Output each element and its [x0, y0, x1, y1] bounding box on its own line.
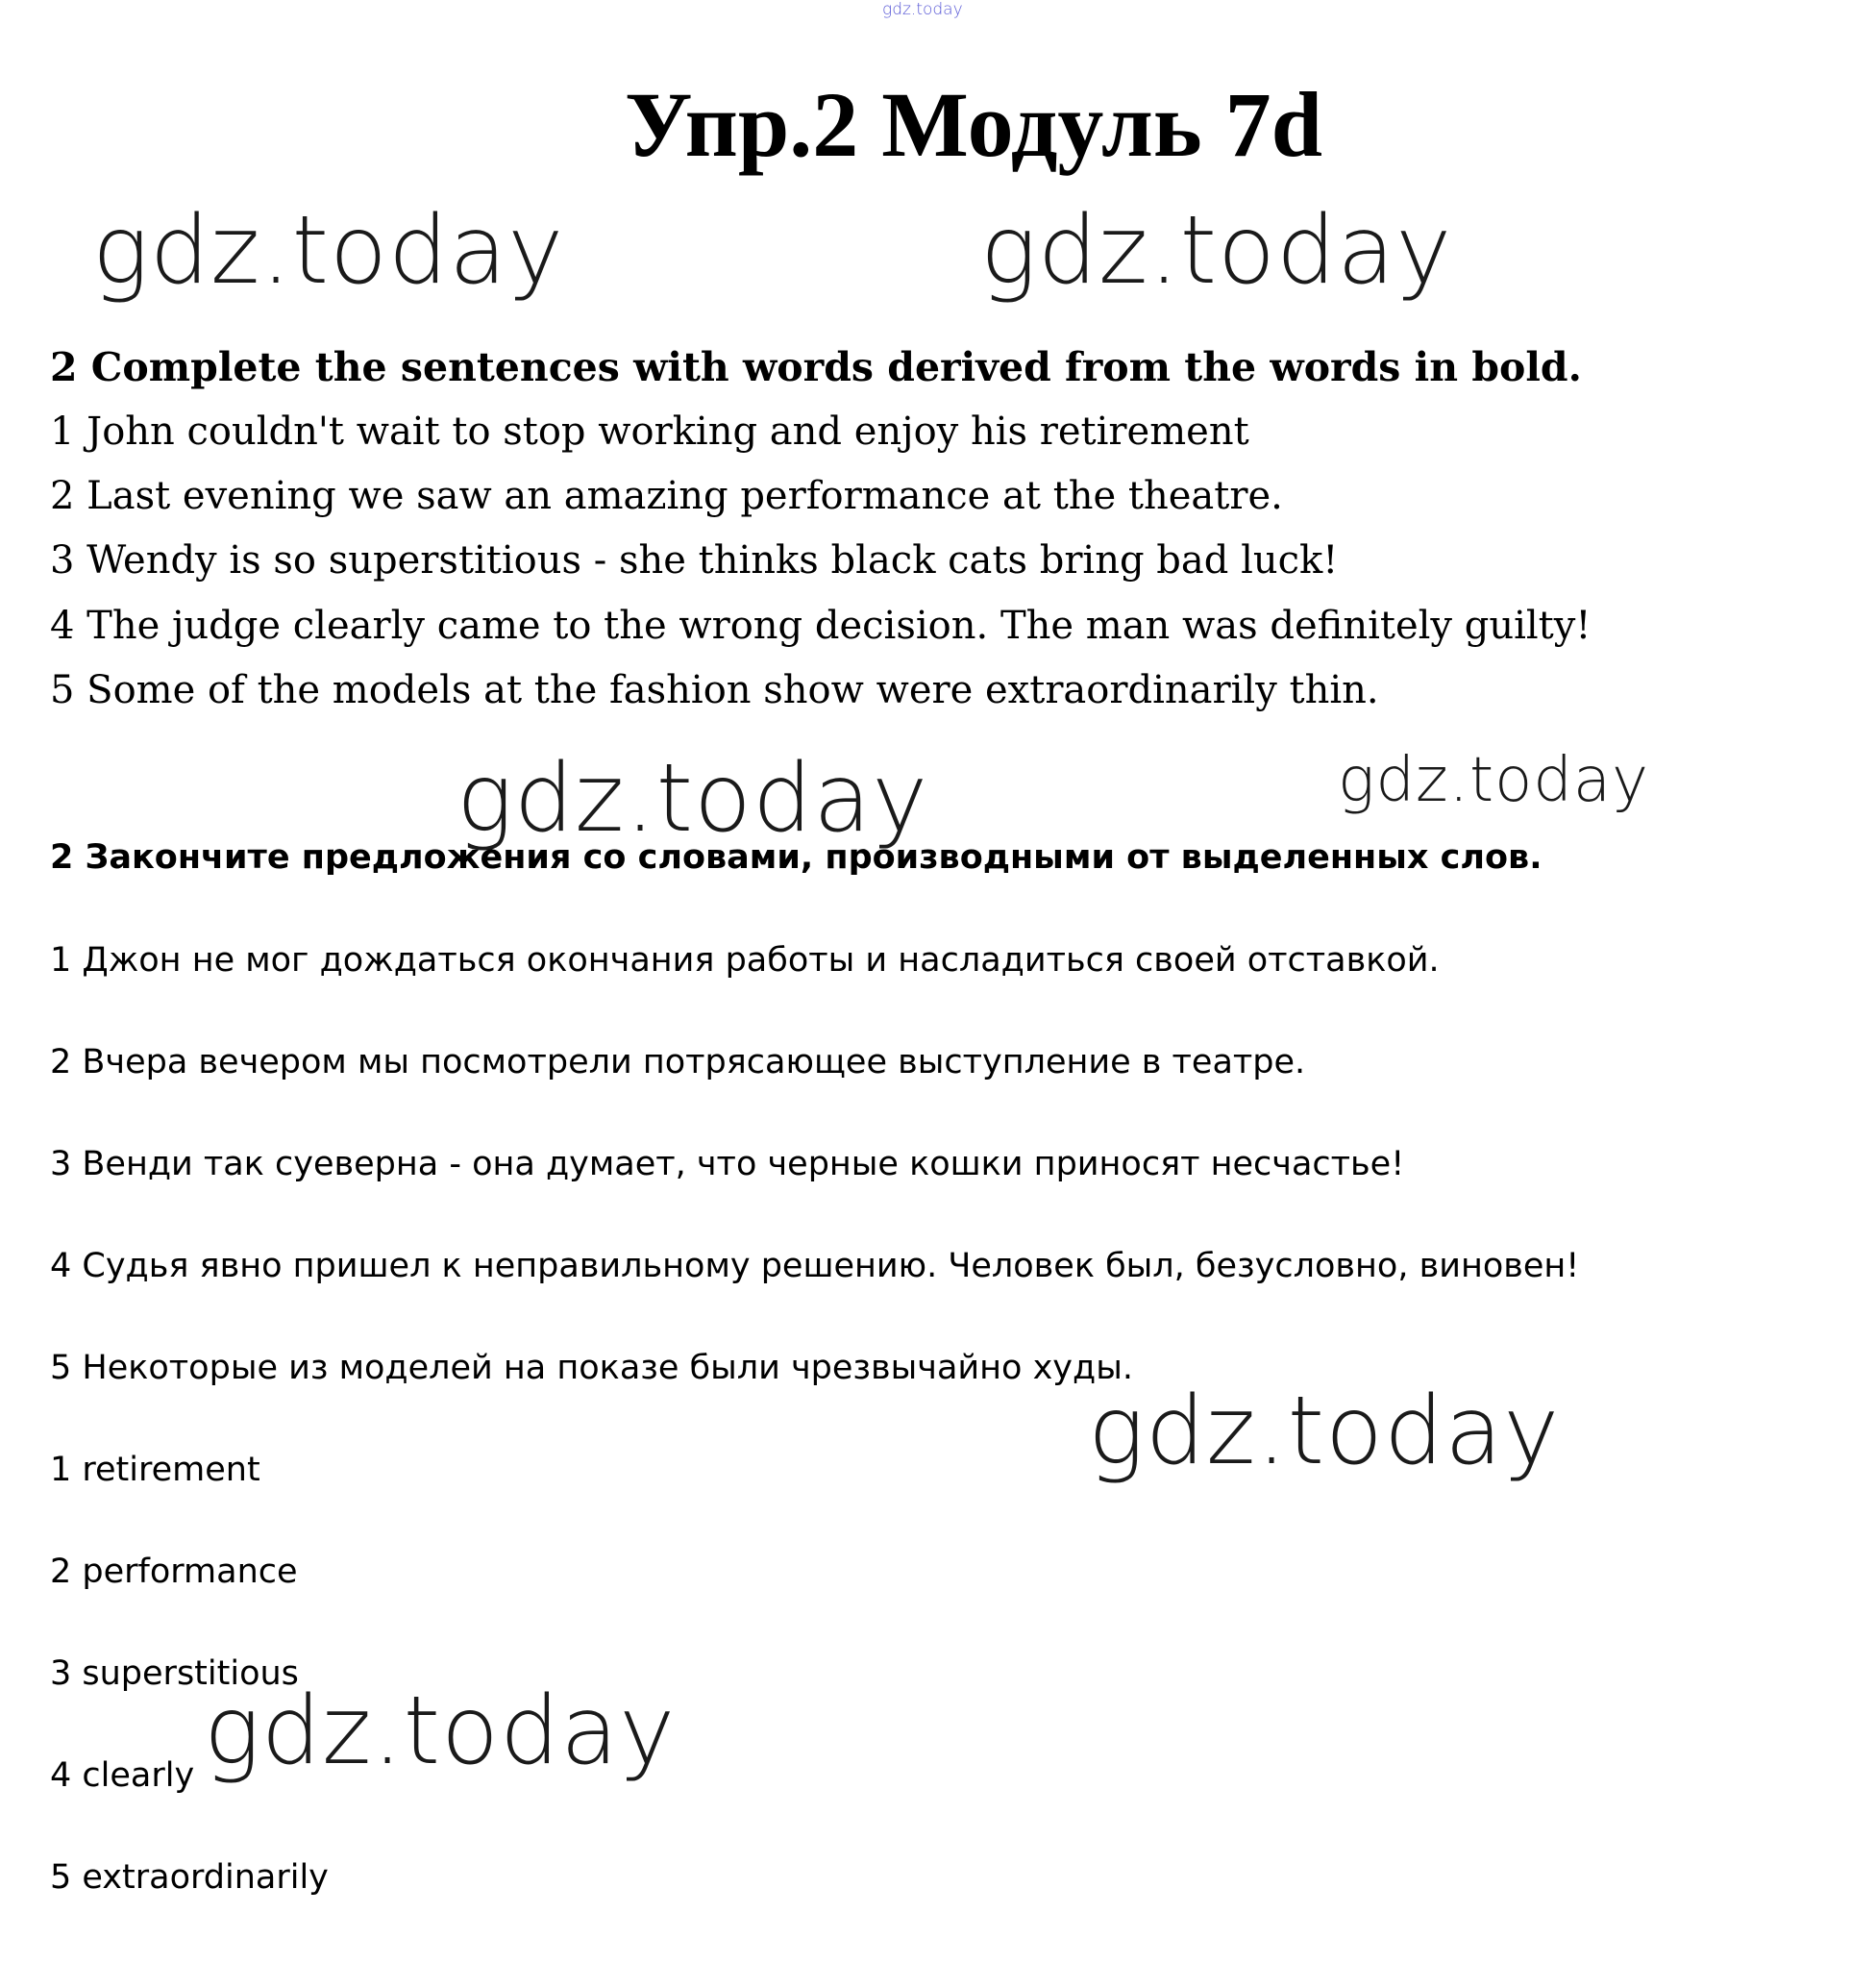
russian-sentence-2: 2 Вчера вечером мы посмотрели потрясающее выступление в театре. [50, 1043, 1306, 1081]
russian-sentence-4: 4 Судья явно пришел к неправильному решению. Человек был, безусловно, виновен! [50, 1247, 1580, 1285]
answer-1: 1 retirement [50, 1451, 260, 1489]
russian-sentence-5: 5 Некоторые из моделей на показе были чрезвычайно худы. [50, 1349, 1133, 1387]
page-title: Упр.2 Модуль 7d [625, 73, 1323, 176]
answer-3: 3 superstitious [50, 1654, 299, 1693]
watermark-top: gdz.today [882, 0, 963, 19]
english-sentence-2: 2 Last evening we saw an amazing performance at the theatre. [50, 474, 1283, 518]
answer-4: 4 clearly [50, 1756, 195, 1795]
english-sentence-1: 1 John couldn't wait to stop working and enjoy his retirement [50, 410, 1249, 454]
watermark-3: gdz.today [457, 744, 929, 854]
watermark-5: gdz.today [1088, 1377, 1561, 1486]
english-sentence-3: 3 Wendy is so superstitious - she thinks black cats bring bad luck! [50, 538, 1339, 583]
watermark-2: gdz.today [980, 196, 1453, 306]
russian-instruction: 2 Закончите предложения со словами, производными от выделенных слов. [50, 838, 1542, 877]
russian-sentence-3: 3 Венди так суеверна - она думает, что черные кошки приносят несчастье! [50, 1145, 1405, 1183]
english-instruction: 2 Complete the sentences with words derived from the words in bold. [50, 344, 1582, 390]
watermark-6: gdz.today [204, 1677, 677, 1786]
answer-5: 5 extraordinarily [50, 1858, 329, 1897]
russian-sentence-1: 1 Джон не мог дождаться окончания работы и насладиться своей отставкой. [50, 941, 1440, 980]
english-sentence-4: 4 The judge clearly came to the wrong decision. The man was definitely guilty! [50, 604, 1592, 648]
english-sentence-5: 5 Some of the models at the fashion show were extraordinarily thin. [50, 668, 1379, 712]
watermark-4: gdz.today [1338, 745, 1649, 816]
watermark-1: gdz.today [92, 196, 565, 306]
answer-2: 2 performance [50, 1553, 298, 1591]
